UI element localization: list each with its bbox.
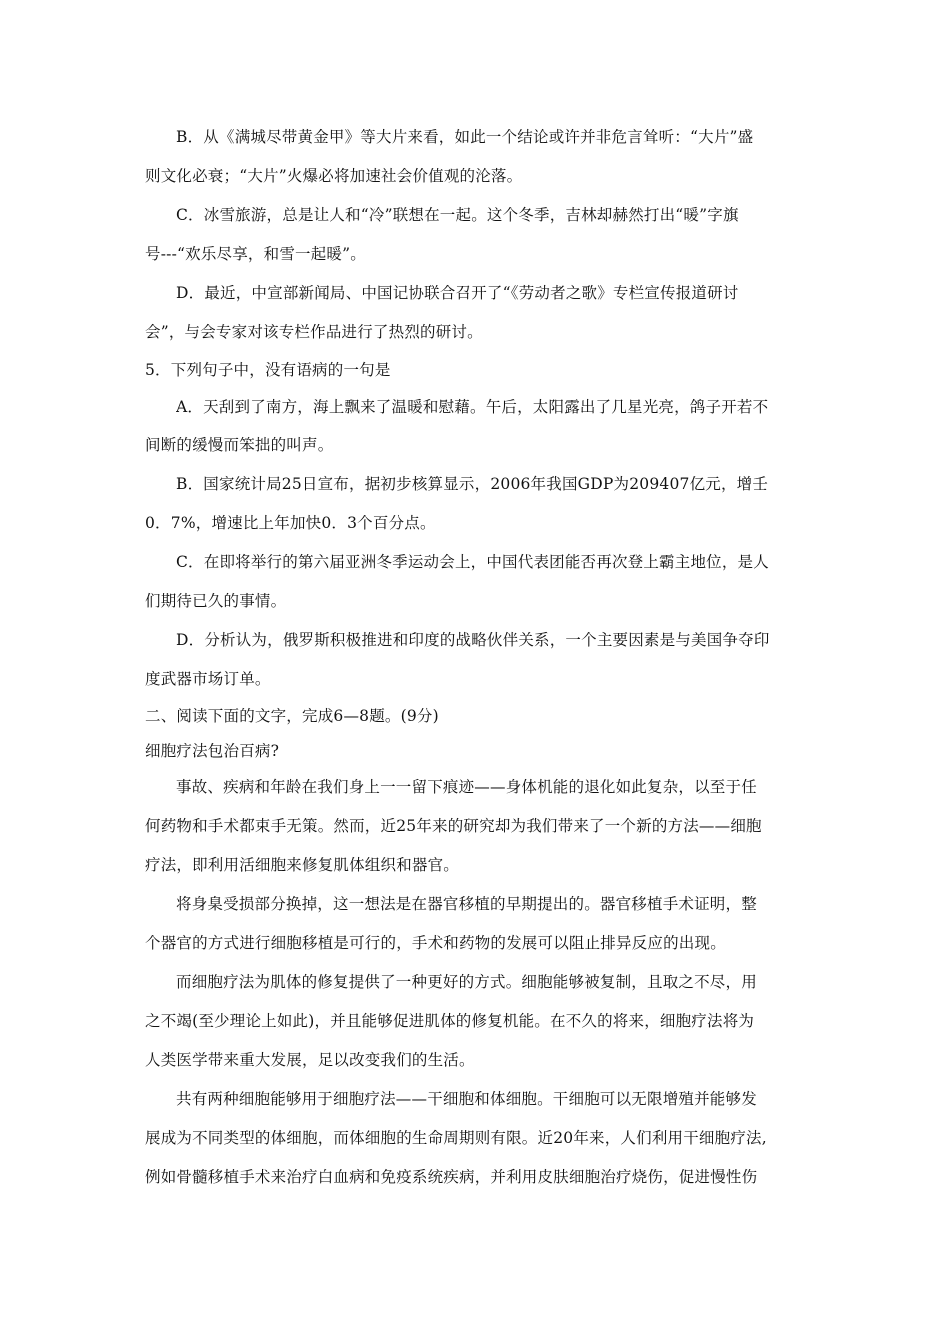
q5-option-b-line-1: B．国家统计局25日宣布，据初步核算显示，2006年我国GDP为209407亿元，增壬 xyxy=(176,475,769,493)
option-c-line-1: C．冰雪旅游，总是让人和“冷”联想在一起。这个冬季，吉林却赫然打出“暖”字旗 xyxy=(176,206,739,224)
option-b-line-2: 则文化必衰；“大片”火爆必将加速社会价值观的沦落。 xyxy=(145,167,523,185)
q5-option-c-line-1: C．在即将举行的第六届亚洲冬季运动会上，中国代表团能否再次登上霸主地位，是人 xyxy=(176,553,769,571)
paragraph-3-line-2: 之不竭(至少理论上如此)，并且能够促进肌体的修复机能。在不久的将来，细胞疗法将为 xyxy=(145,1012,755,1030)
paragraph-3-line-1: 而细胞疗法为肌体的修复提供了一种更好的方式。细胞能够被复制，且取之不尽，用 xyxy=(176,973,757,991)
paragraph-2-line-2: 个器官的方式进行细胞移植是可行的，手术和药物的发展可以阻止排异反应的出现。 xyxy=(145,934,726,952)
question-5-title: 5．下列句子中，没有语病的一句是 xyxy=(145,361,391,379)
paragraph-3-line-3: 人类医学带来重大发展，足以改变我们的生活。 xyxy=(145,1051,475,1069)
option-d-line-2: 会”，与会专家对该专栏作品进行了热烈的研讨。 xyxy=(145,323,483,341)
q5-option-d-line-1: D．分析认为，俄罗斯积极推进和印度的战略伙伴关系，一个主要因素是与美国争夺印 xyxy=(176,631,770,649)
q5-option-a-line-1: A．天刮到了南方，海上飘来了温暖和慰藉。午后，太阳露出了几星光亮，鸽子开若不 xyxy=(176,398,769,416)
q5-option-b-line-2: 0．7%，增速比上年加快0．3个百分点。 xyxy=(145,514,436,532)
paragraph-1-line-1: 事故、疾病和年龄在我们身上一一留下痕迹——身体机能的退化如此复杂，以至于任 xyxy=(176,778,757,796)
paragraph-2-line-1: 将身臬受损部分换掉，这一想法是在器官移植的早期提出的。器官移植手术证明，整 xyxy=(176,895,757,913)
paragraph-4-line-3: 例如骨髓移植手术来治疗白血病和免疫系统疾病，并利用皮肤细胞治疗烧伤，促进慢性伤 xyxy=(145,1168,758,1186)
paragraph-4-line-2: 展成为不同类型的体细胞，而体细胞的生命周期则有限。近20年来，人们利用干细胞疗法, xyxy=(145,1129,767,1147)
q5-option-c-line-2: 们期待已久的事情。 xyxy=(145,592,287,610)
q5-option-a-line-2: 间断的缓慢而笨拙的叫声。 xyxy=(145,436,334,454)
article-title: 细胞疗法包治百病? xyxy=(145,742,280,760)
option-c-line-2: 号---“欢乐尽享，和雪一起暖”。 xyxy=(145,245,366,263)
q5-option-d-line-2: 度武器市场订单。 xyxy=(145,670,271,688)
paragraph-4-line-1: 共有两种细胞能够用于细胞疗法——干细胞和体细胞。干细胞可以无限增殖并能够发 xyxy=(176,1090,757,1108)
paragraph-1-line-3: 疗法，即利用活细胞来修复肌体组织和器官。 xyxy=(145,856,460,874)
option-b-line-1: B．从《满城尽带黄金甲》等大片来看，如此一个结论或许并非危言耸听：“大片”盛 xyxy=(176,128,754,146)
paragraph-1-line-2: 何药物和手术都束手无策。然而，近25年来的研究却为我们带来了一个新的方法——细胞 xyxy=(145,817,762,835)
section-2-heading: 二、阅读下面的文字，完成6—8题。(9分) xyxy=(145,707,439,725)
option-d-line-1: D．最近，中宣部新闻局、中国记协联合召开了“《劳动者之歌》专栏宣传报道研讨 xyxy=(176,284,739,302)
